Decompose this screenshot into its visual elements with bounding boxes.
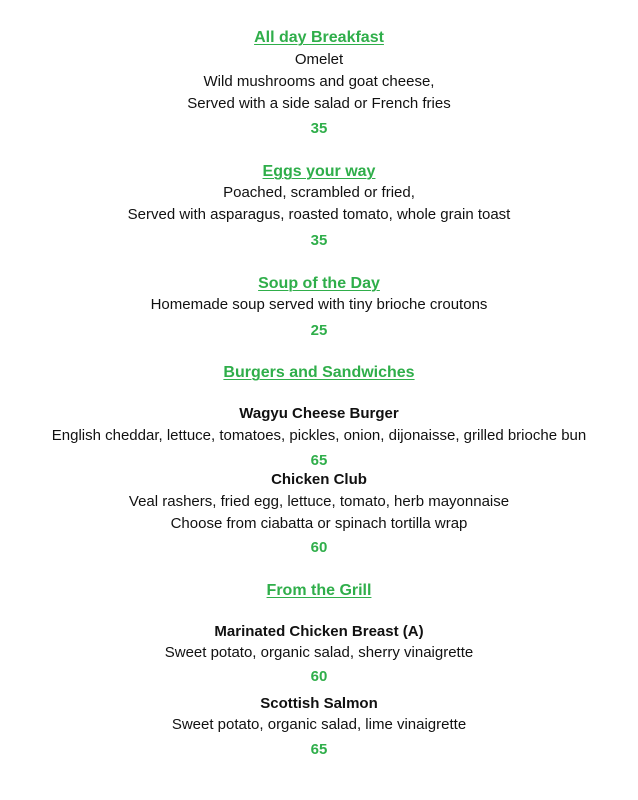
section-heading-burgers-and-sandwiches: Burgers and Sandwiches xyxy=(223,364,415,381)
item-description-line: Homemade soup served with tiny brioche croutons xyxy=(150,296,488,313)
item-description-line: Choose from ciabatta or spinach tortilla wrap xyxy=(170,515,468,532)
item-price: 35 xyxy=(310,232,328,249)
section-heading-eggs-your-way: Eggs your way xyxy=(262,163,376,180)
item-name: Chicken Club xyxy=(271,471,367,488)
section-heading-from-the-grill: From the Grill xyxy=(266,582,372,599)
item-description-line: Wild mushrooms and goat cheese, xyxy=(203,73,435,90)
item-description-line: Sweet potato, organic salad, sherry vinaigrette xyxy=(164,644,474,661)
item-price: 65 xyxy=(310,452,328,469)
item-price: 25 xyxy=(310,322,328,339)
item-price: 35 xyxy=(310,120,328,137)
section-heading-soup-of-the-day: Soup of the Day xyxy=(258,275,380,292)
item-name: Marinated Chicken Breast (A) xyxy=(214,623,424,640)
item-name: Wagyu Cheese Burger xyxy=(239,405,399,422)
section-heading-all-day-breakfast: All day Breakfast xyxy=(254,29,384,46)
item-price: 60 xyxy=(310,539,328,556)
item-description-line: Served with asparagus, roasted tomato, whole grain toast xyxy=(127,206,511,223)
item-description-line: Omelet xyxy=(294,51,344,68)
item-name: Scottish Salmon xyxy=(260,695,378,712)
item-description-line: Served with a side salad or French fries xyxy=(187,95,451,112)
item-description-line: Poached, scrambled or fried, xyxy=(223,184,415,201)
item-description-line: Veal rashers, fried egg, lettuce, tomato, herb mayonnaise xyxy=(128,493,510,510)
item-description-line: English cheddar, lettuce, tomatoes, pickles, onion, dijonaisse, grilled brioche bun xyxy=(51,427,587,444)
item-price: 65 xyxy=(310,741,328,758)
item-price: 60 xyxy=(310,668,328,685)
item-description-line: Sweet potato, organic salad, lime vinaigrette xyxy=(171,716,467,733)
